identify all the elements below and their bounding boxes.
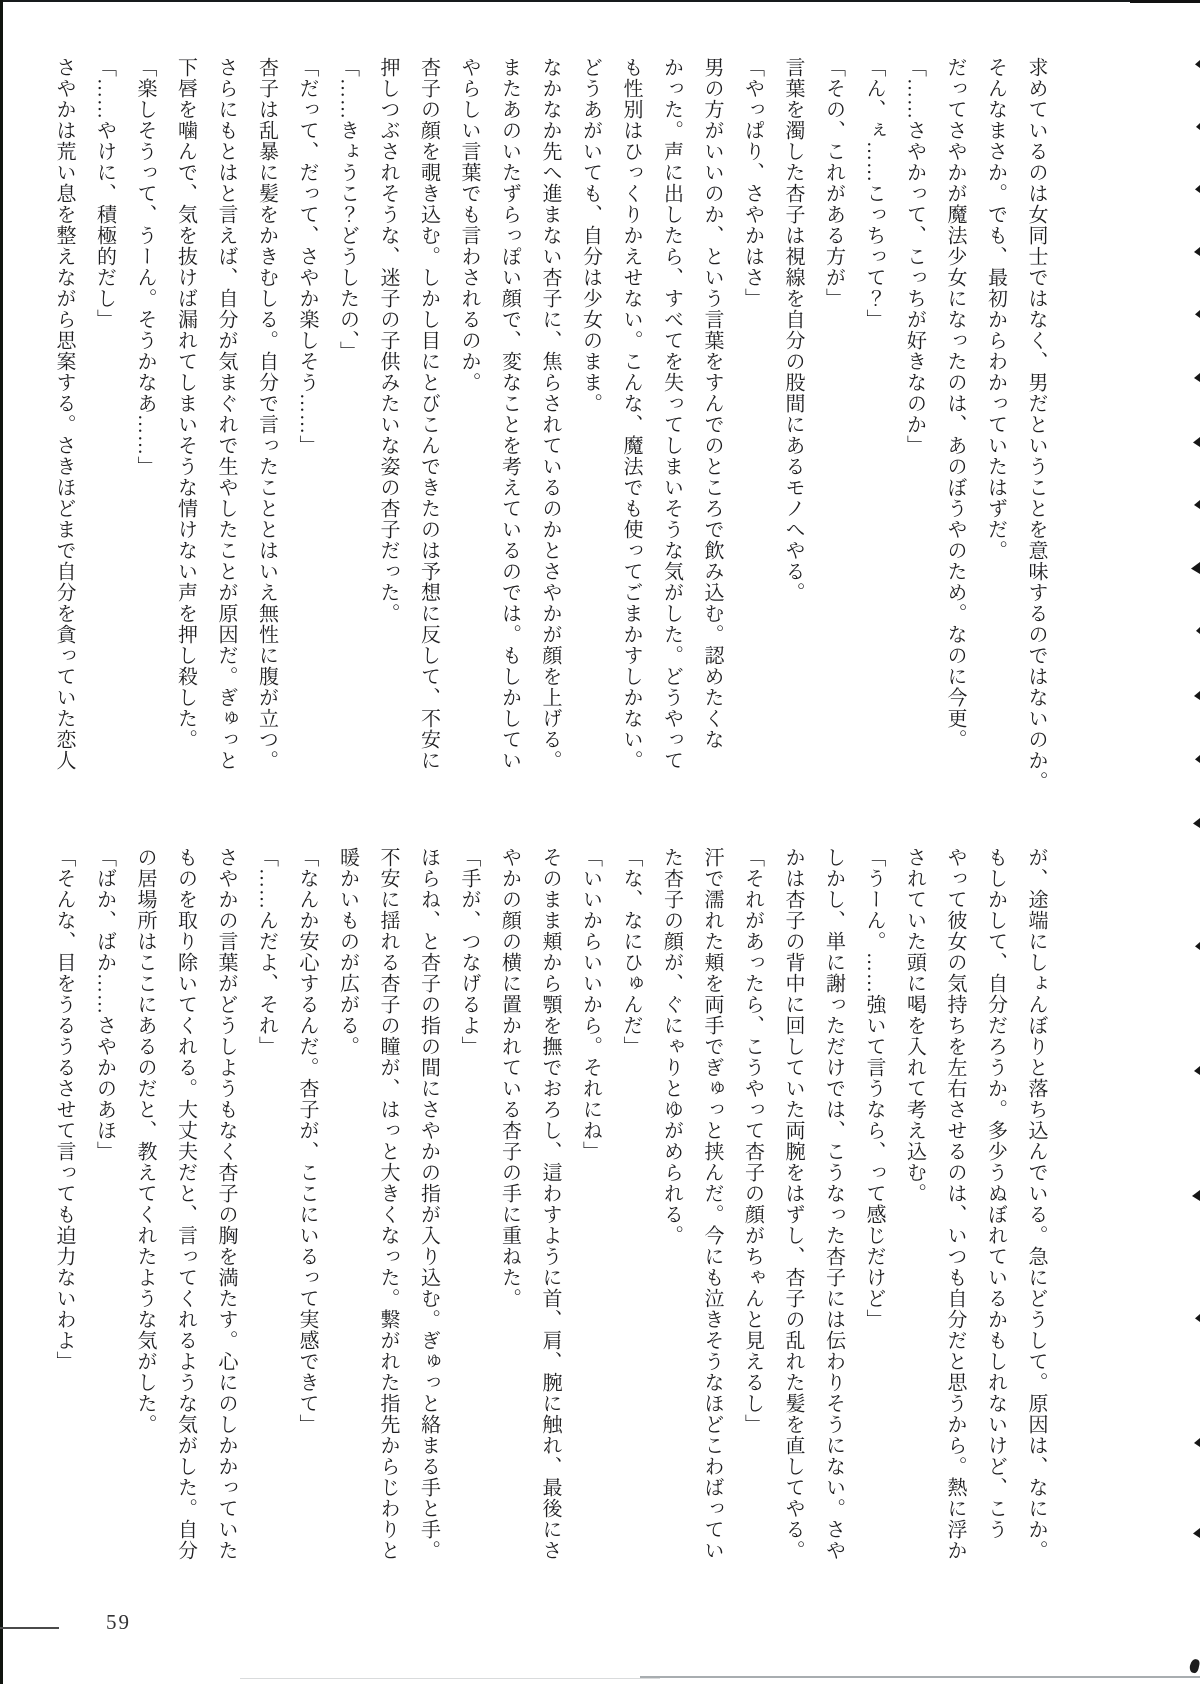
scan-speck — [1195, 942, 1200, 950]
text-column: 不安に揺れる杏子の瞳が、はっと大きくなった。繋がれた指先からじわりと — [377, 847, 399, 1561]
text-column: た杏子の顔が、ぐにゃりとゆがめられる。 — [660, 847, 683, 1246]
text-column: 「なんか安心するんだ。杏子が、ここにいるって実感できて」 — [296, 847, 318, 1435]
text-block-bottom — [44, 847, 1057, 1591]
scan-speck — [1193, 1528, 1200, 1538]
text-column: 言葉を濁した杏子は視線を自分の股間にあるモノへやる。 — [782, 57, 804, 603]
text-block-top — [44, 57, 1057, 813]
text-column: が、途端にしょんぼりと落ち込んでいる。急にどうして。原因は、なにか。 — [1025, 847, 1047, 1561]
text-column: 「やっぱり、さやかはさ」 — [741, 57, 764, 309]
text-column: なかなか先へ進まない杏子に、焦らされているのかとさやかが顔を上げる。 — [539, 57, 561, 771]
scan-speck — [1194, 500, 1200, 509]
scan-speck — [1195, 755, 1200, 763]
scan-speck — [1193, 437, 1200, 447]
text-column: ものを取り除いてくれる。大丈夫だと、言ってくれるような気がした。自分 — [174, 847, 197, 1561]
page-number: 59 — [106, 1610, 131, 1634]
text-column: もしかして、自分だろうか。多少うぬぼれているかもしれないけど、こう — [984, 847, 1007, 1540]
scan-edge-left — [0, 0, 3, 1684]
text-column: 下唇を噛んで、気を抜けば漏れてしまいそうな情けない声を押し殺した。 — [174, 57, 197, 750]
scan-speck — [1195, 310, 1200, 318]
text-column: 「いいからいいから。それにね」 — [579, 847, 602, 1162]
scan-speck — [1195, 60, 1200, 68]
text-column: 男の方がいいのか、という言葉をすんでのところで飲み込む。認めたくな — [701, 57, 723, 750]
text-column: 「だって、だって、さやか楽しそう……」 — [296, 57, 318, 456]
text-column: 「……さやかって、こっちが好きなのか」 — [903, 57, 926, 456]
text-column: 「うーん。……強いて言うなら、って感じだけど」 — [863, 847, 885, 1330]
scan-speck — [1194, 1066, 1200, 1075]
text-column: 求めているのは女同士ではなく、男だということを意味するのではないのか。 — [1025, 57, 1047, 792]
text-column: かは杏子の背中に回していた両腕をはずし、杏子の乱れた髪を直してやる。 — [782, 847, 804, 1561]
scan-speck — [1194, 373, 1200, 382]
text-column: 「それがあったら、こうやって杏子の顔がちゃんと見えるし」 — [741, 847, 764, 1435]
scan-speck — [1196, 123, 1200, 130]
text-column: 「楽しそうって、うーん。そうかなあ……」 — [134, 57, 156, 477]
text-column: しかし、単に謝っただけでは、こうなった杏子には伝わりそうにない。さや — [822, 847, 845, 1561]
text-column: 「ん、ぇ……こっちって？」 — [863, 57, 885, 330]
text-column: 押しつぶされそうな、迷子の子供みたいな姿の杏子だった。 — [377, 57, 399, 624]
scan-speck — [1194, 247, 1200, 256]
text-column: 「ばか、ばか……さやかのあほ」 — [93, 847, 116, 1162]
scan-ink-blob — [1189, 1658, 1200, 1674]
text-column: 「……きょうこ？どうしたの、」 — [336, 57, 359, 362]
scan-edge-bottom — [640, 1676, 1200, 1678]
text-column: 「手が、つなげるよ」 — [458, 847, 480, 1057]
text-column: またあのいたずらっぽい顔で、変なことを考えているのでは。もしかしてい — [498, 57, 521, 771]
text-column: 「その、これがある方が」 — [822, 57, 845, 309]
text-column: やって彼女の気持ちを左右させるのは、いつも自分だと思うから。熱に浮か — [944, 847, 966, 1561]
text-column: さやかの言葉がどうしようもなく杏子の胸を満たす。心にのしかかっていた — [215, 847, 237, 1561]
scan-speck — [1192, 1190, 1200, 1201]
scan-speck — [1191, 562, 1200, 574]
scan-speck — [1194, 691, 1200, 700]
text-column: ほらね、と杏子の指の間にさやかの指が入り込む。ぎゅっと絡まる手と手。 — [417, 847, 440, 1561]
text-column: かった。声に出したら、すべてを失ってしまいそうな気がした。どうやって — [660, 57, 683, 771]
scan-speck — [1193, 818, 1200, 828]
text-column: だってさやかが魔法少女になったのは、あのぼうやのため。なのに今更。 — [944, 57, 966, 750]
scan-speck — [1195, 1314, 1200, 1322]
scan-speck — [1195, 185, 1200, 193]
scan-speck — [1196, 627, 1200, 634]
text-column: も性別はひっくりかえせない。こんな、魔法でも使ってごまかすしかない。 — [620, 57, 642, 771]
scan-edge-top-right — [1130, 0, 1200, 3]
text-column: 暖かいものが広がる。 — [336, 847, 359, 1057]
text-column: さらにもとはと言えば、自分が気まぐれで生やしたことが原因だ。ぎゅっと — [215, 57, 237, 771]
scan-edge-bottom-faint — [240, 1678, 660, 1679]
text-column: されていた頭に喝を入れて考え込む。 — [903, 847, 926, 1204]
text-column: やかの顔の横に置かれている杏子の手に重ねた。 — [498, 847, 521, 1309]
text-column: 汗で濡れた頬を両手でぎゅっと挟んだ。今にも泣きそうなほどこわばってい — [701, 847, 723, 1561]
scan-speck — [1194, 1438, 1200, 1447]
text-column: やらしい言葉でも言わされるのか。 — [458, 57, 480, 393]
text-column: さやかは荒い息を整えながら思案する。さきほどまで自分を貪っていた恋人 — [53, 57, 75, 771]
text-column: 「な、なにひゅんだ」 — [620, 847, 642, 1057]
text-column: 杏子の顔を覗き込む。しかし目にとびこんできたのは予想に反して、不安に — [417, 57, 440, 771]
text-column: そんなまさか。でも、最初からわかっていたはずだ。 — [984, 57, 1007, 561]
scan-edge-top — [0, 0, 1200, 2]
page-number-rule — [0, 1627, 59, 1629]
text-column: 「……やけに、積極的だし」 — [93, 57, 116, 330]
text-column: 「そんな、目をうるうるさせて言っても迫力ないわよ」 — [53, 847, 75, 1372]
text-column: どうあがいても、自分は少女のまま。 — [579, 57, 602, 414]
text-column: 「……んだよ、それ」 — [255, 847, 278, 1057]
text-column: の居場所はここにあるのだと、教えてくれたような気がした。 — [134, 847, 156, 1435]
text-column: そのまま頬から顎を撫でおろし、這わすように首、肩、腕に触れ、最後にさ — [539, 847, 561, 1561]
text-column: 杏子は乱暴に髪をかきむしる。自分で言ったこととはいえ無性に腹が立つ。 — [255, 57, 278, 771]
